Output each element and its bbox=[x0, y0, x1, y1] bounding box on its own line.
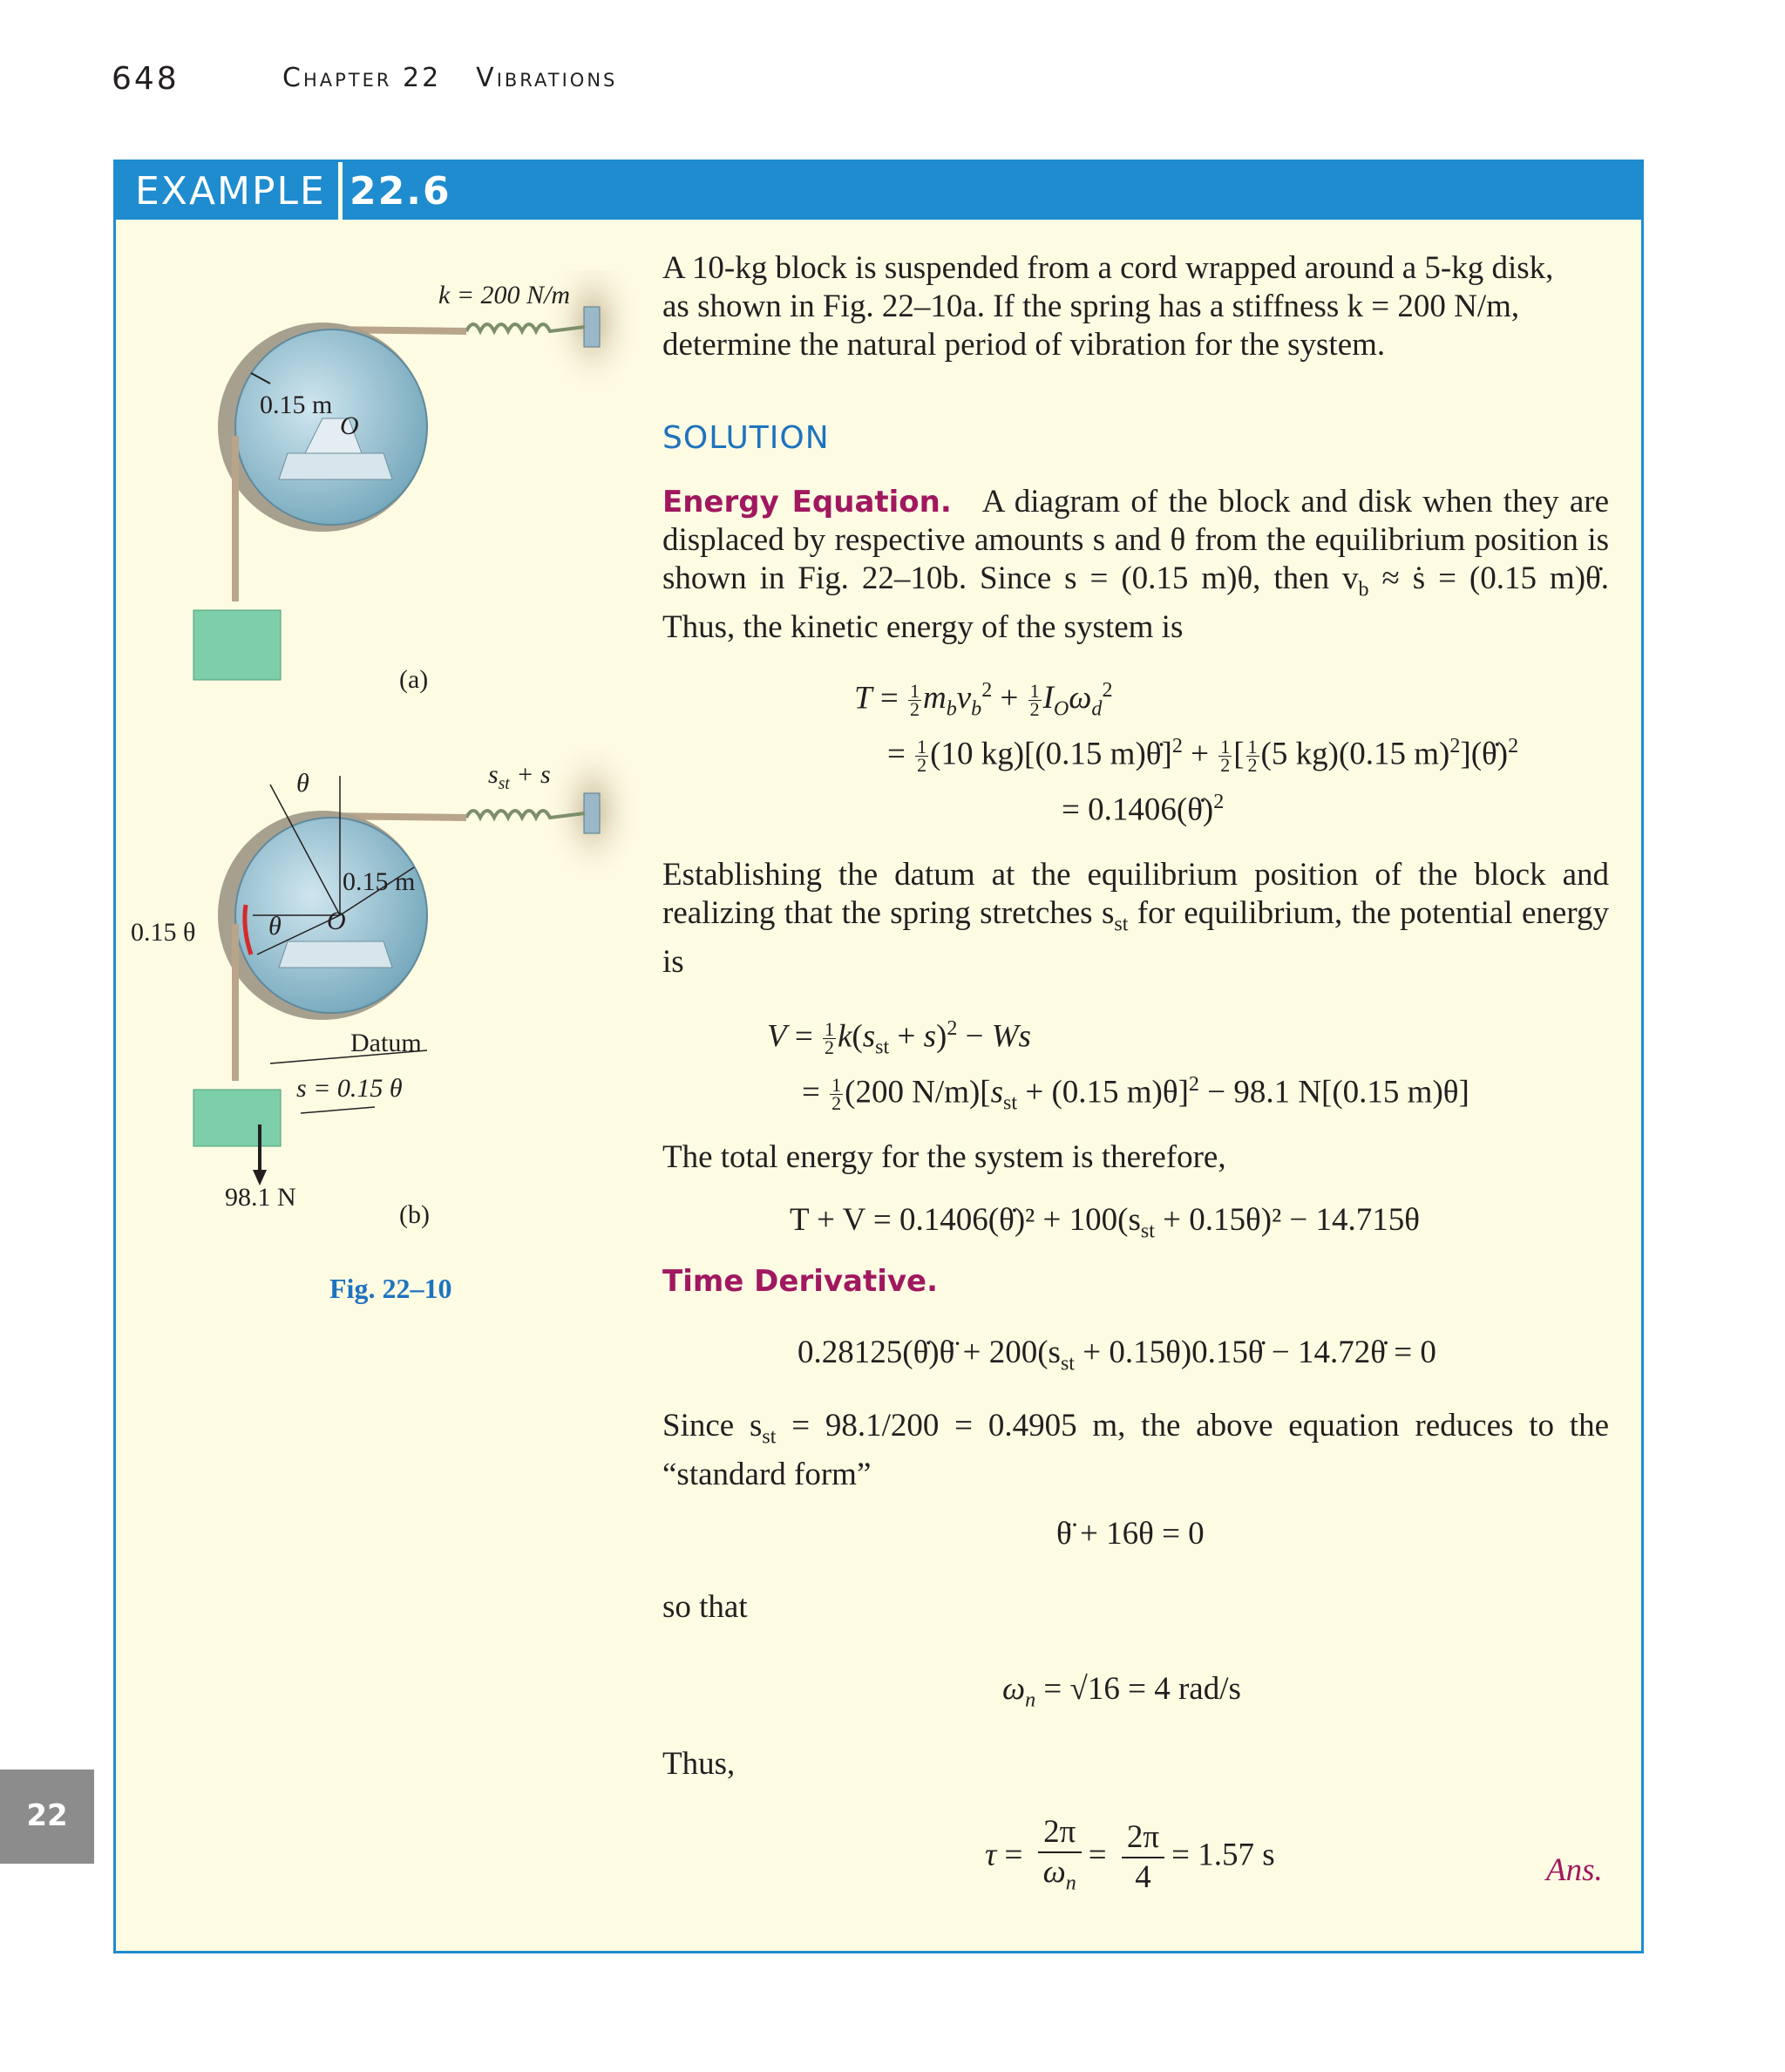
example-label: EXAMPLE bbox=[135, 169, 326, 214]
omega-eq: $\omega_n = √16 = 4$ rad/s bbox=[1002, 1671, 1241, 1712]
total-energy-paragraph: The total energy for the system is therefore, bbox=[662, 1139, 1226, 1175]
kinetic-eq-1: T = $\frac{1}{2}$ $m_bv_b^2$ + $\frac{1}{2}$ $I_O\omega_d^2$ bbox=[854, 679, 1113, 721]
example-number: 22.6 bbox=[350, 169, 451, 214]
answer-label: Ans. bbox=[1546, 1852, 1603, 1888]
time-derivative-heading: Time Derivative. bbox=[662, 1264, 939, 1299]
fig-a-panel-label: (a) bbox=[399, 665, 429, 694]
figure-a-drawing bbox=[174, 270, 662, 689]
period-eq: τ = $\frac{2\pi}{\omega_n}$ = $\frac{2\pi}{4}$ = 1.57 s bbox=[985, 1814, 1275, 1896]
energy-heading: Energy Equation. bbox=[662, 485, 952, 520]
fig-b-angle-label: θ bbox=[268, 912, 282, 941]
fig-b-datum-label: Datum bbox=[350, 1029, 422, 1057]
bearing-support bbox=[279, 941, 392, 968]
figure-b-drawing bbox=[174, 750, 662, 1185]
fig-a-center-label: O bbox=[340, 411, 359, 440]
kinetic-eq-3: = 0.1406(θ̇)$^2$ bbox=[1062, 791, 1225, 828]
standard-form-eq: θ̈ + 16θ = 0 bbox=[1056, 1516, 1205, 1552]
problem-line-1: A 10-kg block is suspended from a cord wrapped around a 5-kg disk, bbox=[662, 250, 1554, 286]
running-header bbox=[282, 63, 652, 93]
fig-b-theta-label: θ bbox=[296, 769, 309, 798]
solution-heading: SOLUTION bbox=[662, 420, 830, 456]
block bbox=[193, 1090, 281, 1146]
total-energy-eq: T + V = 0.1406(θ̇)² + $100(s_{st} + 0.15\theta)^2 - 14.715\theta$ bbox=[790, 1202, 1420, 1243]
chapter-label: Chapter 22 bbox=[282, 63, 442, 93]
problem-statement bbox=[662, 249, 1609, 364]
potential-paragraph: Establishing the datum at the equilibrium position of the block and realizing that the spring stretches $s_{st}$ for equilibrium, the potential energy is bbox=[662, 857, 1609, 981]
problem-line-3: determine the natural period of vibration for the system. bbox=[662, 327, 1386, 363]
fig-a-radius-label: 0.15 m bbox=[260, 391, 333, 419]
kinetic-eq-2: = $\frac{1}{2}$ (10 kg)[(0.15 m)θ̇]$^2$ + $\frac{1}{2}$ [ $\frac{1}{2}$ (5 kg)(0.15 m)$^2$](θ̇)$^2$ bbox=[887, 735, 1519, 777]
block bbox=[193, 610, 281, 680]
time-derivative-heading-line bbox=[662, 1262, 1609, 1301]
chapter-title: Vibrations bbox=[476, 63, 618, 93]
wall-bracket bbox=[584, 307, 600, 347]
example-header-bar bbox=[116, 162, 1641, 220]
fig-b-spring-label: $s_{st} + s$ bbox=[488, 760, 551, 793]
disp-line bbox=[301, 1107, 375, 1113]
fig-b-arc-label: 0.15 θ bbox=[131, 918, 196, 947]
fig-a-spring-label: k = 200 N/m bbox=[438, 281, 571, 309]
problem-line-2: as shown in Fig. 22–10a. If the spring has a stiffness k = 200 N/m, bbox=[662, 289, 1520, 324]
potential-eq-1: V = $\frac{1}{2}$ $k(s_{st} + s)^2 - Ws$ bbox=[767, 1017, 1031, 1059]
fig-b-panel-label: (b) bbox=[399, 1200, 430, 1229]
figure-caption: Fig. 22–10 bbox=[329, 1273, 452, 1304]
potential-eq-2: = $\frac{1}{2}$ (200 $N/m)[s_{st} + (0.15$ m)θ]$^2$ − 98.1 N[(0.15 m)θ] bbox=[802, 1073, 1469, 1115]
wall-bracket bbox=[584, 793, 600, 833]
page-number: 648 bbox=[112, 61, 180, 97]
derivative-eq: 0.28125(θ̇)θ̈ + $200(s_{st}$ + 0.15θ)0.15θ̇ − 14.72θ̇ = 0 bbox=[797, 1335, 1436, 1376]
bearing-support bbox=[279, 453, 392, 479]
chapter-side-tab: 22 bbox=[0, 1770, 94, 1864]
thus-text: Thus, bbox=[662, 1746, 736, 1782]
standard-form-paragraph: Since $s_{st} = 98.1/200 = 0.4905$ m, the above equation reduces to the “standard form” bbox=[662, 1408, 1609, 1493]
example-separator bbox=[338, 162, 343, 220]
fig-b-disp-label: s = 0.15 θ bbox=[296, 1074, 403, 1103]
fig-b-radius-label: 0.15 m bbox=[343, 867, 416, 896]
so-that-text: so that bbox=[662, 1589, 748, 1625]
fig-b-center-label: O bbox=[327, 907, 346, 935]
fig-b-weight-label: 98.1 N bbox=[225, 1183, 296, 1212]
energy-paragraph: Energy Equation. A diagram of the block and disk when they are displaced by respective amounts s and θ from the equilibrium position is shown in Fig. 22–10b. Since s = (0.15 m)θ, then $v_b$ ≈ ṡ = (0.15 m)θ̇. Thus, the kinetic energy of the system is bbox=[662, 484, 1610, 646]
